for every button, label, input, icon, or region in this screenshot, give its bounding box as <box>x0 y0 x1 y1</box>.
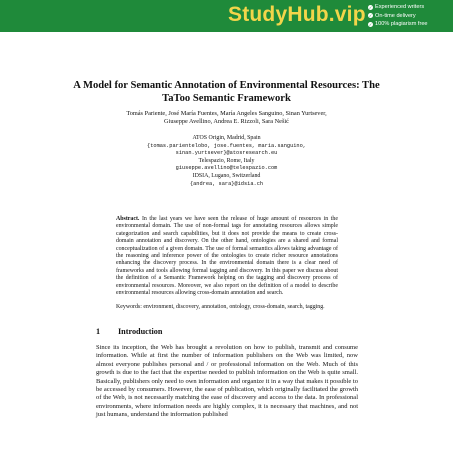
body-text: Since its inception, the Web has brought a revolution on how to publish, transmit and consume information. While at first the number of information publishers on the Web was limited, now almost everyone publishes personal and / or professional information on the Web. Much of this growth is due to the fact that the expertise needed to publish information on the Web is quite small. Basically, publishers only need to own information and organize it in a way that makes it possible to be accessed by consumers. However, the ease of publication, which originally facilitated the growth of the Web, is not necessarily matching the ease of discovery and access to the data. In professional environments, where information needs are highly complex, it is necessary that machines, and not just humans, understand the information published <box>96 344 358 419</box>
abstract-label: Abstract. <box>116 216 140 222</box>
affiliations <box>90 135 363 188</box>
check-icon: ✓ <box>368 4 373 10</box>
feature-item <box>368 20 452 29</box>
brand-logo[interactable] <box>228 3 366 27</box>
affiliation-email: sinan.yurtsever}@atosresearch.eu <box>175 150 278 157</box>
affiliation-name: ATOS Origin, Madrid, Spain <box>192 135 261 141</box>
check-icon: ✓ <box>368 13 373 19</box>
affiliation-email: giuseppe.avellino@telespazio.com <box>175 165 278 172</box>
feature-label: On-time delivery <box>375 12 416 19</box>
authors-line: Tomás Pariente, José María Fuentes, María Angeles Sanguino, Sinan Yurtsever, <box>126 110 327 117</box>
section-heading <box>96 327 356 337</box>
section-title: Introduction <box>118 327 163 336</box>
affiliation-email: {andrea, sara}@idsia.ch <box>189 180 264 187</box>
paper-title: A Model for Semantic Annotation of Environmental Resources: The TaToo Semantic Framework <box>73 80 380 104</box>
brand-suffix: .vip <box>328 3 366 26</box>
affiliation-email: {tomas.parientelobo, jose.fuentes, maria.sanguino, <box>147 142 306 149</box>
feature-list <box>368 3 452 29</box>
affiliation-name: IDSIA, Lugano, Switzerland <box>192 172 261 179</box>
affiliation-name: Telespazio, Rome, Italy <box>198 157 255 164</box>
feature-item <box>368 12 452 21</box>
check-icon: ✓ <box>368 21 373 27</box>
feature-item <box>368 3 452 12</box>
feature-label: 100% plagiarism free <box>375 21 428 27</box>
feature-label: Experienced writers <box>375 4 425 10</box>
section-number: 1 <box>96 327 101 336</box>
abstract <box>116 216 338 297</box>
ad-banner[interactable] <box>0 0 453 32</box>
author-list <box>50 110 403 126</box>
brand-name: StudyHub <box>228 3 329 26</box>
authors-line: Giuseppe Avellino, Andrea E. Rizzoli, Sara Nešić <box>164 118 289 125</box>
keywords: Keywords: environment, discovery, annotation, ontology, cross-domain, search, tagging. <box>116 304 325 310</box>
abstract-text: In the last years we have seen the release of huge amount of resources in the environmental domain. The use of non-formal tags for annotating resources allows simple categorization and search capabilities, but it does not provide the means to create cross-domain annotation and discovery. On the other hand, ontologies are a shared and formal conceptualization of a given domain. The use of formal semantics allows taking advantage of the reasoning and inference power of the ontologies to create richer resource annotations enhancing the discovery process. In the environmental domain there is a clear need of frameworks and tools allowing formal tagging and discovery. In this paper we discuss about the definition of a Semantic Framework helping on the tagging and discovery process of environmental resources. Moreover, we also report on the definition of a model to describe environmental resources allowing cross-domain annotation and search. <box>116 216 338 297</box>
